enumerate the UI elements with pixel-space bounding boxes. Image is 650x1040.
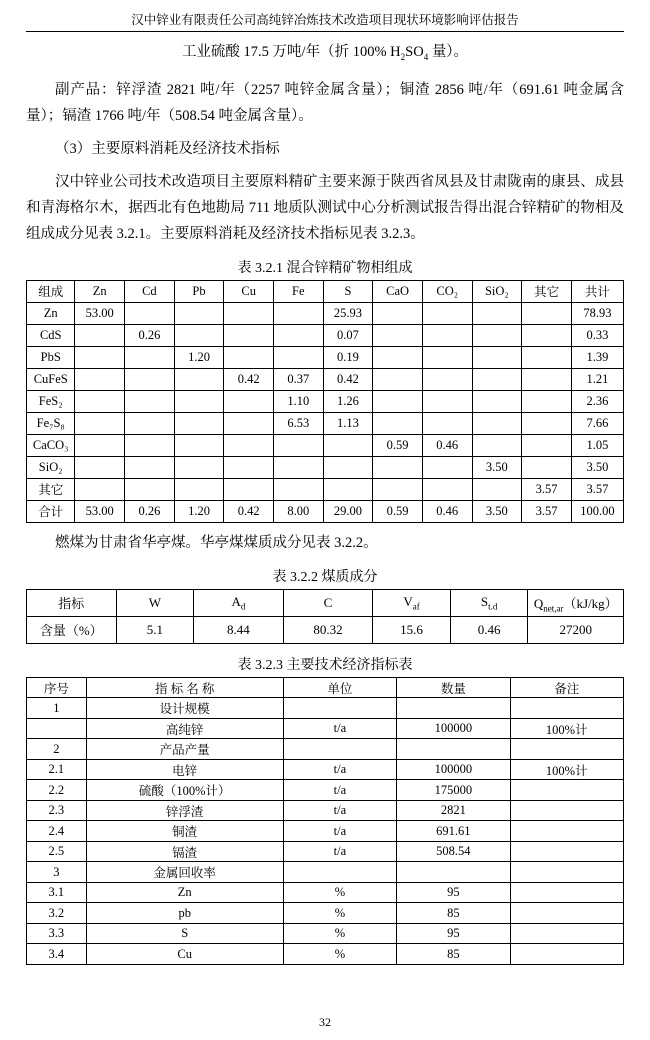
table-row <box>27 780 624 801</box>
table-cell-r7-c5 <box>273 456 323 478</box>
table-cell-r7-c6 <box>323 456 373 478</box>
table-cell-r2-c5 <box>273 346 323 368</box>
page-number: 32 <box>319 1015 331 1029</box>
table-cell-r0-c6: 25.93 <box>323 302 373 324</box>
table-cell-r4-c2: t/a <box>283 780 396 801</box>
table-cell-r1-c4 <box>224 324 274 346</box>
table-cell-r12-c4 <box>510 944 623 965</box>
table-cell-r5-c7 <box>373 412 423 434</box>
table-cell-r8-c6 <box>323 478 373 500</box>
table-cell-r0-c2: 8.44 <box>194 616 284 643</box>
table-cell-r9-c11: 100.00 <box>571 500 623 522</box>
table-cell-r8-c1 <box>75 478 125 500</box>
table-cell-r6-c10 <box>522 434 572 456</box>
table-cell-r6-c4 <box>224 434 274 456</box>
table-cell-r7-c1 <box>75 456 125 478</box>
table-header-row <box>27 677 624 698</box>
table-cell-r9-c9: 3.50 <box>472 500 522 522</box>
table-cell-r2-c4 <box>224 346 274 368</box>
table-row <box>27 923 624 944</box>
table-row <box>27 759 624 780</box>
table-cell-r2-c0: 2 <box>27 739 87 760</box>
table-cell-r1-c6: 0.07 <box>323 324 373 346</box>
table-cell-r7-c0: 2.5 <box>27 841 87 862</box>
table-cell-r0-c8 <box>422 302 472 324</box>
table-row <box>27 882 624 903</box>
table-cell-r5-c4 <box>224 412 274 434</box>
table-cell-r11-c1: S <box>86 923 283 944</box>
table-cell-r1-c3: 100000 <box>397 718 510 739</box>
table-cell-r5-c0: 2.3 <box>27 800 87 821</box>
table-cell-r1-c7 <box>373 324 423 346</box>
table-row <box>27 412 624 434</box>
paragraph-section-title: （3）主要原料消耗及经济技术指标 <box>55 140 280 157</box>
table-cell-r5-c2 <box>125 412 175 434</box>
th-6: S <box>323 280 373 302</box>
table-cell-r4-c4 <box>224 390 274 412</box>
table-cell-r4-c8 <box>422 390 472 412</box>
table-cell-r9-c4 <box>510 882 623 903</box>
table-cell-r8-c0: 3 <box>27 862 87 883</box>
table-row <box>27 368 624 390</box>
table-cell-r3-c0: 2.1 <box>27 759 87 780</box>
table-cell-r2-c10 <box>522 346 572 368</box>
table-cell-r6-c1: 铜渣 <box>86 821 283 842</box>
table-cell-r9-c8: 0.46 <box>422 500 472 522</box>
table-cell-r6-c6 <box>323 434 373 456</box>
table-cell-r5-c1 <box>75 412 125 434</box>
table-cell-r3-c0: CuFeS <box>27 368 75 390</box>
table-cell-r4-c7 <box>373 390 423 412</box>
table-cell-r3-c2: t/a <box>283 759 396 780</box>
table-row <box>27 944 624 965</box>
table-row <box>27 390 624 412</box>
paragraph-raw-material-source: 汉中锌业公司技术改造项目主要原料精矿主要来源于陕西省凤县及甘肃陇南的康县、成县和青海格尔木，据西北有色地勘局 711 地质队测试中心分析测试报告得出混合锌精矿的物相及组成成分见表 3.2.1。主要原料消耗及经济技术指标见表 3.2.3。 <box>26 173 624 242</box>
table-cell-r5-c3 <box>174 412 224 434</box>
table-cell-r8-c2 <box>283 862 396 883</box>
table-row <box>27 903 624 924</box>
table-cell-r0-c6: 27200 <box>528 616 624 643</box>
table1-caption: 表 3.2.1 混合锌精矿物相组成 <box>237 260 413 276</box>
table-row <box>27 434 624 456</box>
table-cell-r7-c7 <box>373 456 423 478</box>
table-cell-r5-c8 <box>422 412 472 434</box>
table-cell-r2-c7 <box>373 346 423 368</box>
table-cell-r9-c3: 1.20 <box>174 500 224 522</box>
th-10: 其它 <box>522 280 572 302</box>
table-cell-r0-c3 <box>397 698 510 719</box>
table-cell-r3-c3 <box>174 368 224 390</box>
table2-caption: 表 3.2.2 煤质成分 <box>272 569 378 585</box>
table-cell-r9-c5: 8.00 <box>273 500 323 522</box>
th-2: Cd <box>125 280 175 302</box>
table-cell-r7-c9: 3.50 <box>472 456 522 478</box>
table-cell-r10-c3: 85 <box>397 903 510 924</box>
table-cell-r10-c0: 3.2 <box>27 903 87 924</box>
table-cell-r4-c4 <box>510 780 623 801</box>
th-4: Cu <box>224 280 274 302</box>
table-cell-r6-c8: 0.46 <box>422 434 472 456</box>
table-cell-r12-c0: 3.4 <box>27 944 87 965</box>
table-cell-r6-c11: 1.05 <box>571 434 623 456</box>
table-cell-r5-c0: Fe₇S₈ <box>27 412 75 434</box>
table-cell-r4-c9 <box>472 390 522 412</box>
table-cell-r4-c5: 1.10 <box>273 390 323 412</box>
table-cell-r0-c3: 80.32 <box>283 616 373 643</box>
table-cell-r6-c4 <box>510 821 623 842</box>
table-cell-r2-c9 <box>472 346 522 368</box>
table-cell-r2-c6: 0.19 <box>323 346 373 368</box>
table-row <box>27 800 624 821</box>
table-cell-r3-c11: 1.21 <box>571 368 623 390</box>
table-cell-r7-c1: 镉渣 <box>86 841 283 862</box>
table-cell-r1-c10 <box>522 324 572 346</box>
table-cell-r0-c9 <box>472 302 522 324</box>
table-cell-r8-c4 <box>224 478 274 500</box>
table-row <box>27 821 624 842</box>
table-cell-r0-c4 <box>510 698 623 719</box>
table-cell-r0-c5: 0.46 <box>450 616 528 643</box>
th-qnet: $Q_{net,ar}(kJ/kg)$ <box>528 589 624 616</box>
th-7: CaO <box>373 280 423 302</box>
table-cell-r3-c10 <box>522 368 572 390</box>
th-w: W <box>116 589 194 616</box>
table-cell-r4-c6: 1.26 <box>323 390 373 412</box>
table-cell-r10-c1: pb <box>86 903 283 924</box>
table-cell-r2-c0: PbS <box>27 346 75 368</box>
table-cell-r11-c3: 95 <box>397 923 510 944</box>
table-cell-r5-c4 <box>510 800 623 821</box>
th-c: C <box>283 589 373 616</box>
table-cell-r4-c3 <box>174 390 224 412</box>
paragraph-sulfuric-acid-part3: 量）。 <box>428 44 469 60</box>
table-cell-r3-c7 <box>373 368 423 390</box>
table-cell-r9-c4: 0.42 <box>224 500 274 522</box>
table-cell-r6-c3: 691.61 <box>397 821 510 842</box>
table-cell-r0-c1: 53.00 <box>75 302 125 324</box>
table-cell-r9-c1: Zn <box>86 882 283 903</box>
table-row <box>27 478 624 500</box>
table-cell-r6-c0: 2.4 <box>27 821 87 842</box>
table-cell-r1-c4: 100%计 <box>510 718 623 739</box>
table-cell-r3-c4: 100%计 <box>510 759 623 780</box>
table-cell-r6-c7: 0.59 <box>373 434 423 456</box>
table-cell-r12-c2: % <box>283 944 396 965</box>
table-cell-r10-c4 <box>510 903 623 924</box>
table-cell-r6-c0: CaCO₃ <box>27 434 75 456</box>
th-1: Zn <box>75 280 125 302</box>
table-row <box>27 500 624 522</box>
table-cell-r4-c3: 175000 <box>397 780 510 801</box>
table-cell-r3-c4: 0.42 <box>224 368 274 390</box>
table-cell-r1-c11: 0.33 <box>571 324 623 346</box>
table-cell-r5-c1: 锌浮渣 <box>86 800 283 821</box>
table-cell-r8-c11: 3.57 <box>571 478 623 500</box>
th-unit: 单位 <box>283 677 396 698</box>
table3-caption: 表 3.2.3 主要技术经济指标表 <box>237 657 413 673</box>
table-cell-r4-c1 <box>75 390 125 412</box>
table-cell-r7-c11: 3.50 <box>571 456 623 478</box>
paragraph-sulfuric-acid-part2: SO <box>405 44 424 60</box>
table-cell-r2-c2 <box>125 346 175 368</box>
table-cell-r8-c4 <box>510 862 623 883</box>
table-cell-r2-c3 <box>397 739 510 760</box>
th-seq: 序号 <box>27 677 87 698</box>
table-cell-r9-c2: % <box>283 882 396 903</box>
table-cell-r1-c8 <box>422 324 472 346</box>
table-cell-r5-c3: 2821 <box>397 800 510 821</box>
table-cell-r9-c3: 95 <box>397 882 510 903</box>
table-cell-r0-c3 <box>174 302 224 324</box>
table-row <box>27 841 624 862</box>
table-cell-r11-c2: % <box>283 923 396 944</box>
table-cell-r11-c0: 3.3 <box>27 923 87 944</box>
table-cell-r3-c9 <box>472 368 522 390</box>
table-cell-r1-c1: 高纯锌 <box>86 718 283 739</box>
table-cell-r9-c10: 3.57 <box>522 500 572 522</box>
table-cell-r9-c2: 0.26 <box>125 500 175 522</box>
table-cell-r0-c4: 15.6 <box>373 616 451 643</box>
table-cell-r3-c3: 100000 <box>397 759 510 780</box>
table-row <box>27 456 624 478</box>
paragraph-sulfuric-acid <box>26 39 624 70</box>
table-cell-r8-c0: 其它 <box>27 478 75 500</box>
table-cell-r2-c8 <box>422 346 472 368</box>
table-cell-r1-c0: CdS <box>27 324 75 346</box>
table-coal-quality <box>26 589 624 644</box>
table-cell-r6-c2: t/a <box>283 821 396 842</box>
table-cell-r4-c0: FeS₂ <box>27 390 75 412</box>
table-cell-r0-c1: 设计规模 <box>86 698 283 719</box>
table-cell-r5-c6: 1.13 <box>323 412 373 434</box>
table-cell-r6-c9 <box>472 434 522 456</box>
table-cell-r4-c2 <box>125 390 175 412</box>
table-header-row <box>27 589 624 616</box>
table-cell-r1-c0 <box>27 718 87 739</box>
table-row <box>27 346 624 368</box>
table-cell-r8-c10: 3.57 <box>522 478 572 500</box>
table-cell-r1-c2: t/a <box>283 718 396 739</box>
table-cell-r7-c4 <box>510 841 623 862</box>
paragraph-coal: 燃煤为甘肃省华亭煤。华亭煤煤质成分见表 3.2.2。 <box>55 534 378 551</box>
table-cell-r0-c1: 5.1 <box>116 616 194 643</box>
table-cell-r7-c10 <box>522 456 572 478</box>
table-cell-r7-c2 <box>125 456 175 478</box>
table-cell-r6-c5 <box>273 434 323 456</box>
table-cell-r7-c0: SiO₂ <box>27 456 75 478</box>
table-cell-r7-c2: t/a <box>283 841 396 862</box>
table-cell-r9-c0: 合计 <box>27 500 75 522</box>
table-cell-r2-c4 <box>510 739 623 760</box>
table-cell-r5-c2: t/a <box>283 800 396 821</box>
table-cell-r0-c7 <box>373 302 423 324</box>
table-cell-r9-c6: 29.00 <box>323 500 373 522</box>
table-row <box>27 718 624 739</box>
table-cell-r4-c0: 2.2 <box>27 780 87 801</box>
table-cell-r12-c1: Cu <box>86 944 283 965</box>
table-header-row <box>27 280 624 302</box>
table-cell-r1-c9 <box>472 324 522 346</box>
table-cell-r3-c1 <box>75 368 125 390</box>
th-8: CO₂ <box>422 280 472 302</box>
table-cell-r8-c1: 金属回收率 <box>86 862 283 883</box>
table-cell-r2-c1: 产品产量 <box>86 739 283 760</box>
th-name: 指 标 名 称 <box>86 677 283 698</box>
table-row <box>27 324 624 346</box>
table-row <box>27 739 624 760</box>
table-cell-r9-c0: 3.1 <box>27 882 87 903</box>
table-cell-r2-c3: 1.20 <box>174 346 224 368</box>
table-cell-r8-c8 <box>422 478 472 500</box>
paragraph-sulfuric-acid-part1: 工业硫酸 17.5 万吨/年（折 100% H <box>181 44 401 60</box>
th-remark: 备注 <box>510 677 623 698</box>
th-qty: 数量 <box>397 677 510 698</box>
table-cell-r3-c8 <box>422 368 472 390</box>
table-cell-r1-c5 <box>273 324 323 346</box>
table-cell-r9-c7: 0.59 <box>373 500 423 522</box>
table-cell-r1-c2: 0.26 <box>125 324 175 346</box>
table-cell-r4-c11: 2.36 <box>571 390 623 412</box>
table-technical-economic-indicators <box>26 677 624 965</box>
table-cell-r5-c5: 6.53 <box>273 412 323 434</box>
page-header: 汉中锌业有限责任公司高纯锌冶炼技术改造项目现状环境影响评估报告 <box>26 10 624 32</box>
table-cell-r1-c1 <box>75 324 125 346</box>
table-cell-r9-c1: 53.00 <box>75 500 125 522</box>
table-cell-r6-c2 <box>125 434 175 456</box>
table-cell-r12-c3: 85 <box>397 944 510 965</box>
th-indicator: 指标 <box>27 589 117 616</box>
table-cell-r6-c1 <box>75 434 125 456</box>
table-cell-r6-c3 <box>174 434 224 456</box>
table-cell-r0-c0: 1 <box>27 698 87 719</box>
table-cell-r4-c10 <box>522 390 572 412</box>
table-cell-r2-c1 <box>75 346 125 368</box>
table-cell-r10-c2: % <box>283 903 396 924</box>
table-cell-r0-c0: Zn <box>27 302 75 324</box>
th-vaf: $V_{af}$ <box>373 589 451 616</box>
paragraph-byproducts: 副产品：锌浮渣 2821 吨/年（2257 吨锌金属含量）；铜渣 2856 吨/年（691.61 吨金属含量）；镉渣 1766 吨/年（508.54 吨金属含量）。 <box>26 81 624 124</box>
table-cell-r3-c6: 0.42 <box>323 368 373 390</box>
th-5: Fe <box>273 280 323 302</box>
table-row <box>27 616 624 643</box>
table-cell-r5-c9 <box>472 412 522 434</box>
table-cell-r7-c3 <box>174 456 224 478</box>
th-ad: $A_d$ <box>194 589 284 616</box>
table-cell-r8-c3 <box>397 862 510 883</box>
th-11: 共计 <box>571 280 623 302</box>
table-cell-r2-c2 <box>283 739 396 760</box>
table-cell-r0-c11: 78.93 <box>571 302 623 324</box>
table-cell-r0-c4 <box>224 302 274 324</box>
table-cell-r2-c11: 1.39 <box>571 346 623 368</box>
sub-4: 4 <box>423 51 429 62</box>
table-cell-r5-c11: 7.66 <box>571 412 623 434</box>
table-cell-r8-c3 <box>174 478 224 500</box>
table-cell-r8-c9 <box>472 478 522 500</box>
table-cell-r4-c1: 硫酸（100%计） <box>86 780 283 801</box>
table-cell-r8-c2 <box>125 478 175 500</box>
sub-2: 2 <box>400 51 406 62</box>
table-cell-r3-c1: 电锌 <box>86 759 283 780</box>
table-row <box>27 862 624 883</box>
th-3: Pb <box>174 280 224 302</box>
th-9: SiO₂ <box>472 280 522 302</box>
table-cell-r0-c0: 含量（%） <box>27 616 117 643</box>
table-cell-r1-c3 <box>174 324 224 346</box>
table-cell-r7-c4 <box>224 456 274 478</box>
table-row <box>27 698 624 719</box>
table-cell-r0-c10 <box>522 302 572 324</box>
table-cell-r7-c8 <box>422 456 472 478</box>
th-0: 组成 <box>27 280 75 302</box>
table-cell-r0-c2 <box>283 698 396 719</box>
table-cell-r8-c7 <box>373 478 423 500</box>
th-std: $S_{t.d}$ <box>450 589 528 616</box>
table-zinc-concentrate-phase-composition <box>26 280 624 523</box>
table-row <box>27 302 624 324</box>
table-cell-r0-c5 <box>273 302 323 324</box>
table-cell-r3-c2 <box>125 368 175 390</box>
table-cell-r7-c3: 508.54 <box>397 841 510 862</box>
table-cell-r11-c4 <box>510 923 623 944</box>
table-cell-r3-c5: 0.37 <box>273 368 323 390</box>
table-cell-r8-c5 <box>273 478 323 500</box>
table-cell-r5-c10 <box>522 412 572 434</box>
table-cell-r0-c2 <box>125 302 175 324</box>
